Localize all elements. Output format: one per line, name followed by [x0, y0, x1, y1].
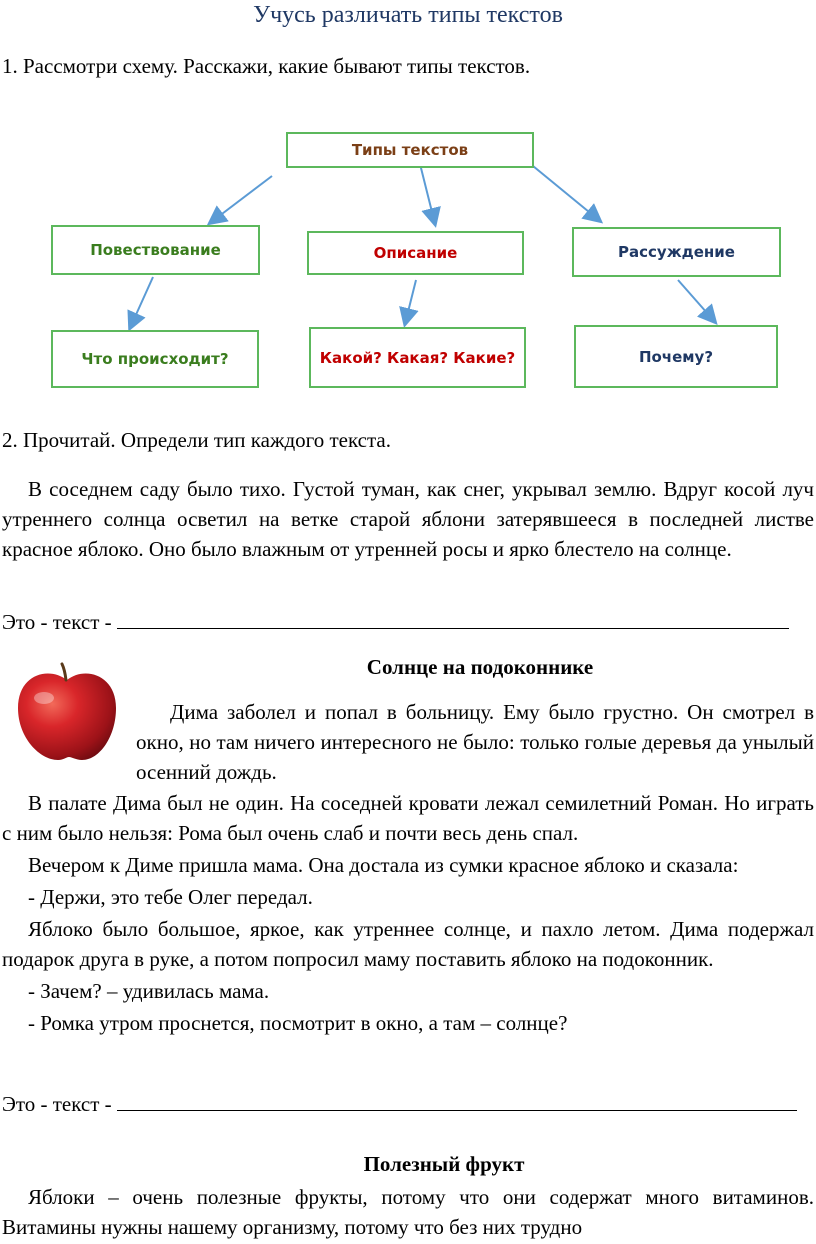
answer-line-1 — [2, 610, 789, 635]
story-paragraph-7: - Ромка утром проснется, посмотрит в окно, а там – солнце? — [28, 1011, 568, 1035]
story-paragraph-3: Вечером к Диме пришла мама. Она достала из сумки красное яблоко и сказала: — [28, 853, 739, 877]
answer-blank-1[interactable] — [117, 610, 789, 629]
story-heading: Солнце на подоконнике — [366, 655, 594, 679]
story-body — [2, 788, 814, 1038]
text-1-paragraph: В соседнем саду было тихо. Густой туман, как снег, укрывал землю. Вдруг косой луч утреннего солнца осветил на ветке старой яблони затерявшееся в последней листве красное яблоко. Оно было влажным от утренней росы и ярко блестело на солнце. — [2, 477, 814, 561]
text-3 — [2, 1182, 814, 1242]
story-paragraph-1-wrap — [136, 697, 814, 787]
story-paragraph-6: - Зачем? – удивилась мама. — [28, 979, 270, 1003]
diagram-reasoning-question: Почему? — [574, 325, 778, 388]
text-1 — [2, 474, 814, 564]
arrow-narration-question — [130, 277, 153, 328]
text-types-diagram — [0, 120, 816, 400]
answer-blank-2[interactable] — [117, 1092, 797, 1111]
task-2: 2. Прочитай. Определи тип каждого текста. — [2, 428, 391, 452]
diagram-narration: Повествование — [51, 225, 260, 275]
answer-line-2 — [2, 1092, 797, 1117]
story-paragraph-5: Яблоко было большое, яркое, как утреннее солнце, и пахло летом. Дима подержал подарок друга в руке, а потом попросил маму поставить яблоко на подоконник. — [2, 917, 814, 971]
arrow-root-description — [420, 164, 435, 224]
answer-label-1: Это - текст - — [2, 610, 112, 634]
diagram-narration-question: Что происходит? — [51, 330, 259, 388]
diagram-description: Описание — [307, 231, 524, 275]
story-paragraph-2: В палате Дима был не один. На соседней кровати лежал семилетний Роман. Но играть с ним было нельзя: Рома был очень слаб и почти весь день спал. — [2, 791, 814, 845]
arrow-root-narration — [210, 176, 272, 223]
diagram-reasoning: Рассуждение — [572, 227, 781, 277]
text-3-heading: Полезный фрукт — [363, 1152, 525, 1176]
answer-label-2: Это - текст - — [2, 1092, 112, 1116]
story-paragraph-4: - Держи, это тебе Олег передал. — [28, 885, 313, 909]
diagram-root: Типы текстов — [286, 132, 534, 168]
text-3-paragraph: Яблоки – очень полезные фрукты, потому что они содержат много витаминов. Витамины нужны нашему организму, потому что без них трудно — [2, 1185, 814, 1239]
arrow-description-question — [405, 280, 416, 324]
page-title: Учусь различать типы текстов — [253, 2, 563, 28]
arrow-reasoning-question — [678, 280, 715, 322]
task-1: 1. Рассмотри схему. Расскажи, какие бывают типы текстов. — [2, 54, 531, 78]
diagram-description-question: Какой? Какая? Какие? — [309, 327, 526, 388]
story-paragraph-1: Дима заболел и попал в больницу. Ему было грустно. Он смотрел в окно, но там ничего интересного не было: только голые деревья да унылый осенний дождь. — [136, 700, 814, 784]
arrow-root-reasoning — [533, 166, 600, 221]
apple-image — [14, 660, 120, 764]
